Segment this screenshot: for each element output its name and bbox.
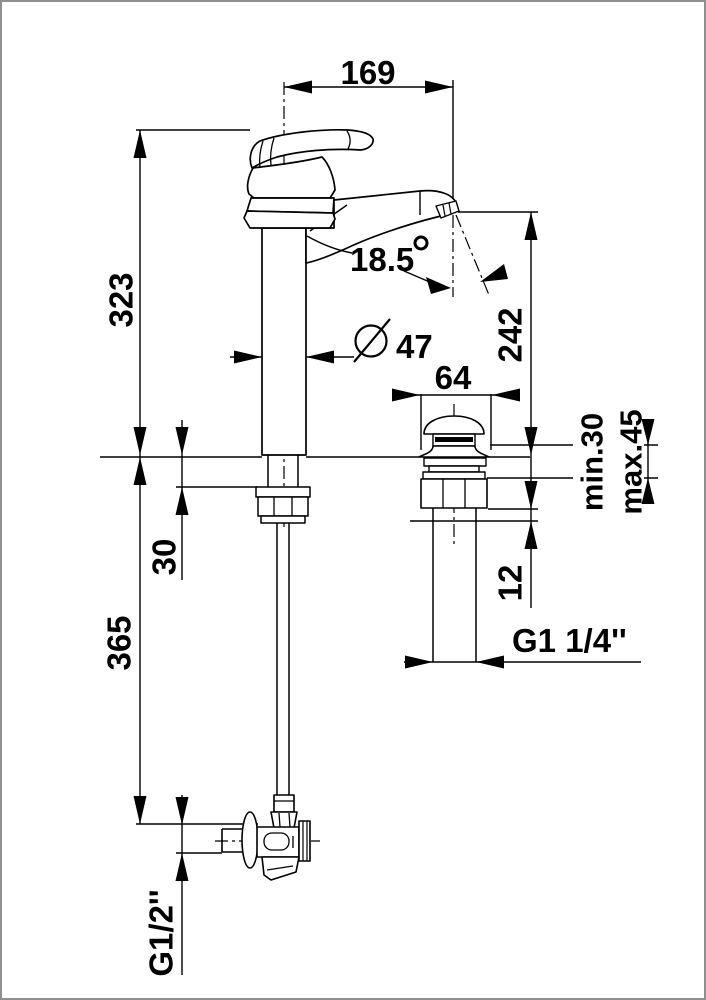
arrowhead [525,481,538,509]
waste-locknut [421,479,487,508]
arrowhead [492,389,520,402]
waste-collar [429,466,479,472]
valve-end-cap [299,821,310,861]
angle-valve [222,795,310,880]
arrowhead [134,427,147,455]
cartridge-collar-lower [244,211,335,228]
degree-symbol [415,237,427,249]
arrowhead [176,797,189,825]
arrowhead [525,427,538,455]
arrowhead [134,130,147,158]
label-min30: min.30 [574,412,610,512]
waste-flange [419,446,489,457]
arrowhead [134,796,147,824]
arrowhead [392,389,420,402]
label-angle: 18.5 [350,241,415,278]
label-12: 12 [491,564,529,602]
label-242: 242 [491,307,529,363]
faucet-technical-drawing [2,2,704,998]
label-g114: G1 1/4'' [512,622,627,659]
arrowhead [525,212,538,240]
waste-seal-band [435,437,473,442]
waste-cap [424,416,484,434]
supply-hose [277,523,289,796]
label-169: 169 [340,54,396,91]
pop-up-waste [419,416,489,662]
arrowhead [525,521,538,549]
arrowhead [176,853,189,881]
hose-fitting [274,795,294,812]
arrowhead [306,351,334,364]
waste-washer-lower [423,472,485,479]
arrowhead [476,656,504,669]
faucet-body-column [262,228,306,455]
wall-flange [242,812,258,868]
label-323: 323 [102,272,140,328]
label-365: 365 [100,615,138,671]
arrowhead [405,656,433,669]
label-max45: max.45 [613,409,649,515]
arrowhead [234,351,262,364]
angle-arrowhead [480,264,508,282]
arrowhead [134,457,147,485]
mounting-shank [268,455,298,487]
label-30: 30 [145,538,183,576]
mounting-washer [256,487,310,497]
mounting-nut [258,497,308,516]
arrowhead [284,81,312,94]
arrowhead [425,81,453,94]
waste-washer-upper [424,458,486,466]
angle-arrowhead [426,277,451,294]
label-64: 64 [434,359,472,396]
arrowhead [176,487,189,515]
spray-angle-line [456,215,489,295]
arrowhead [176,427,189,455]
label-47: 47 [396,328,433,365]
mounting-plate [261,516,305,523]
label-g12: G1/2'' [142,889,180,977]
valve-compression-nut [271,812,297,828]
